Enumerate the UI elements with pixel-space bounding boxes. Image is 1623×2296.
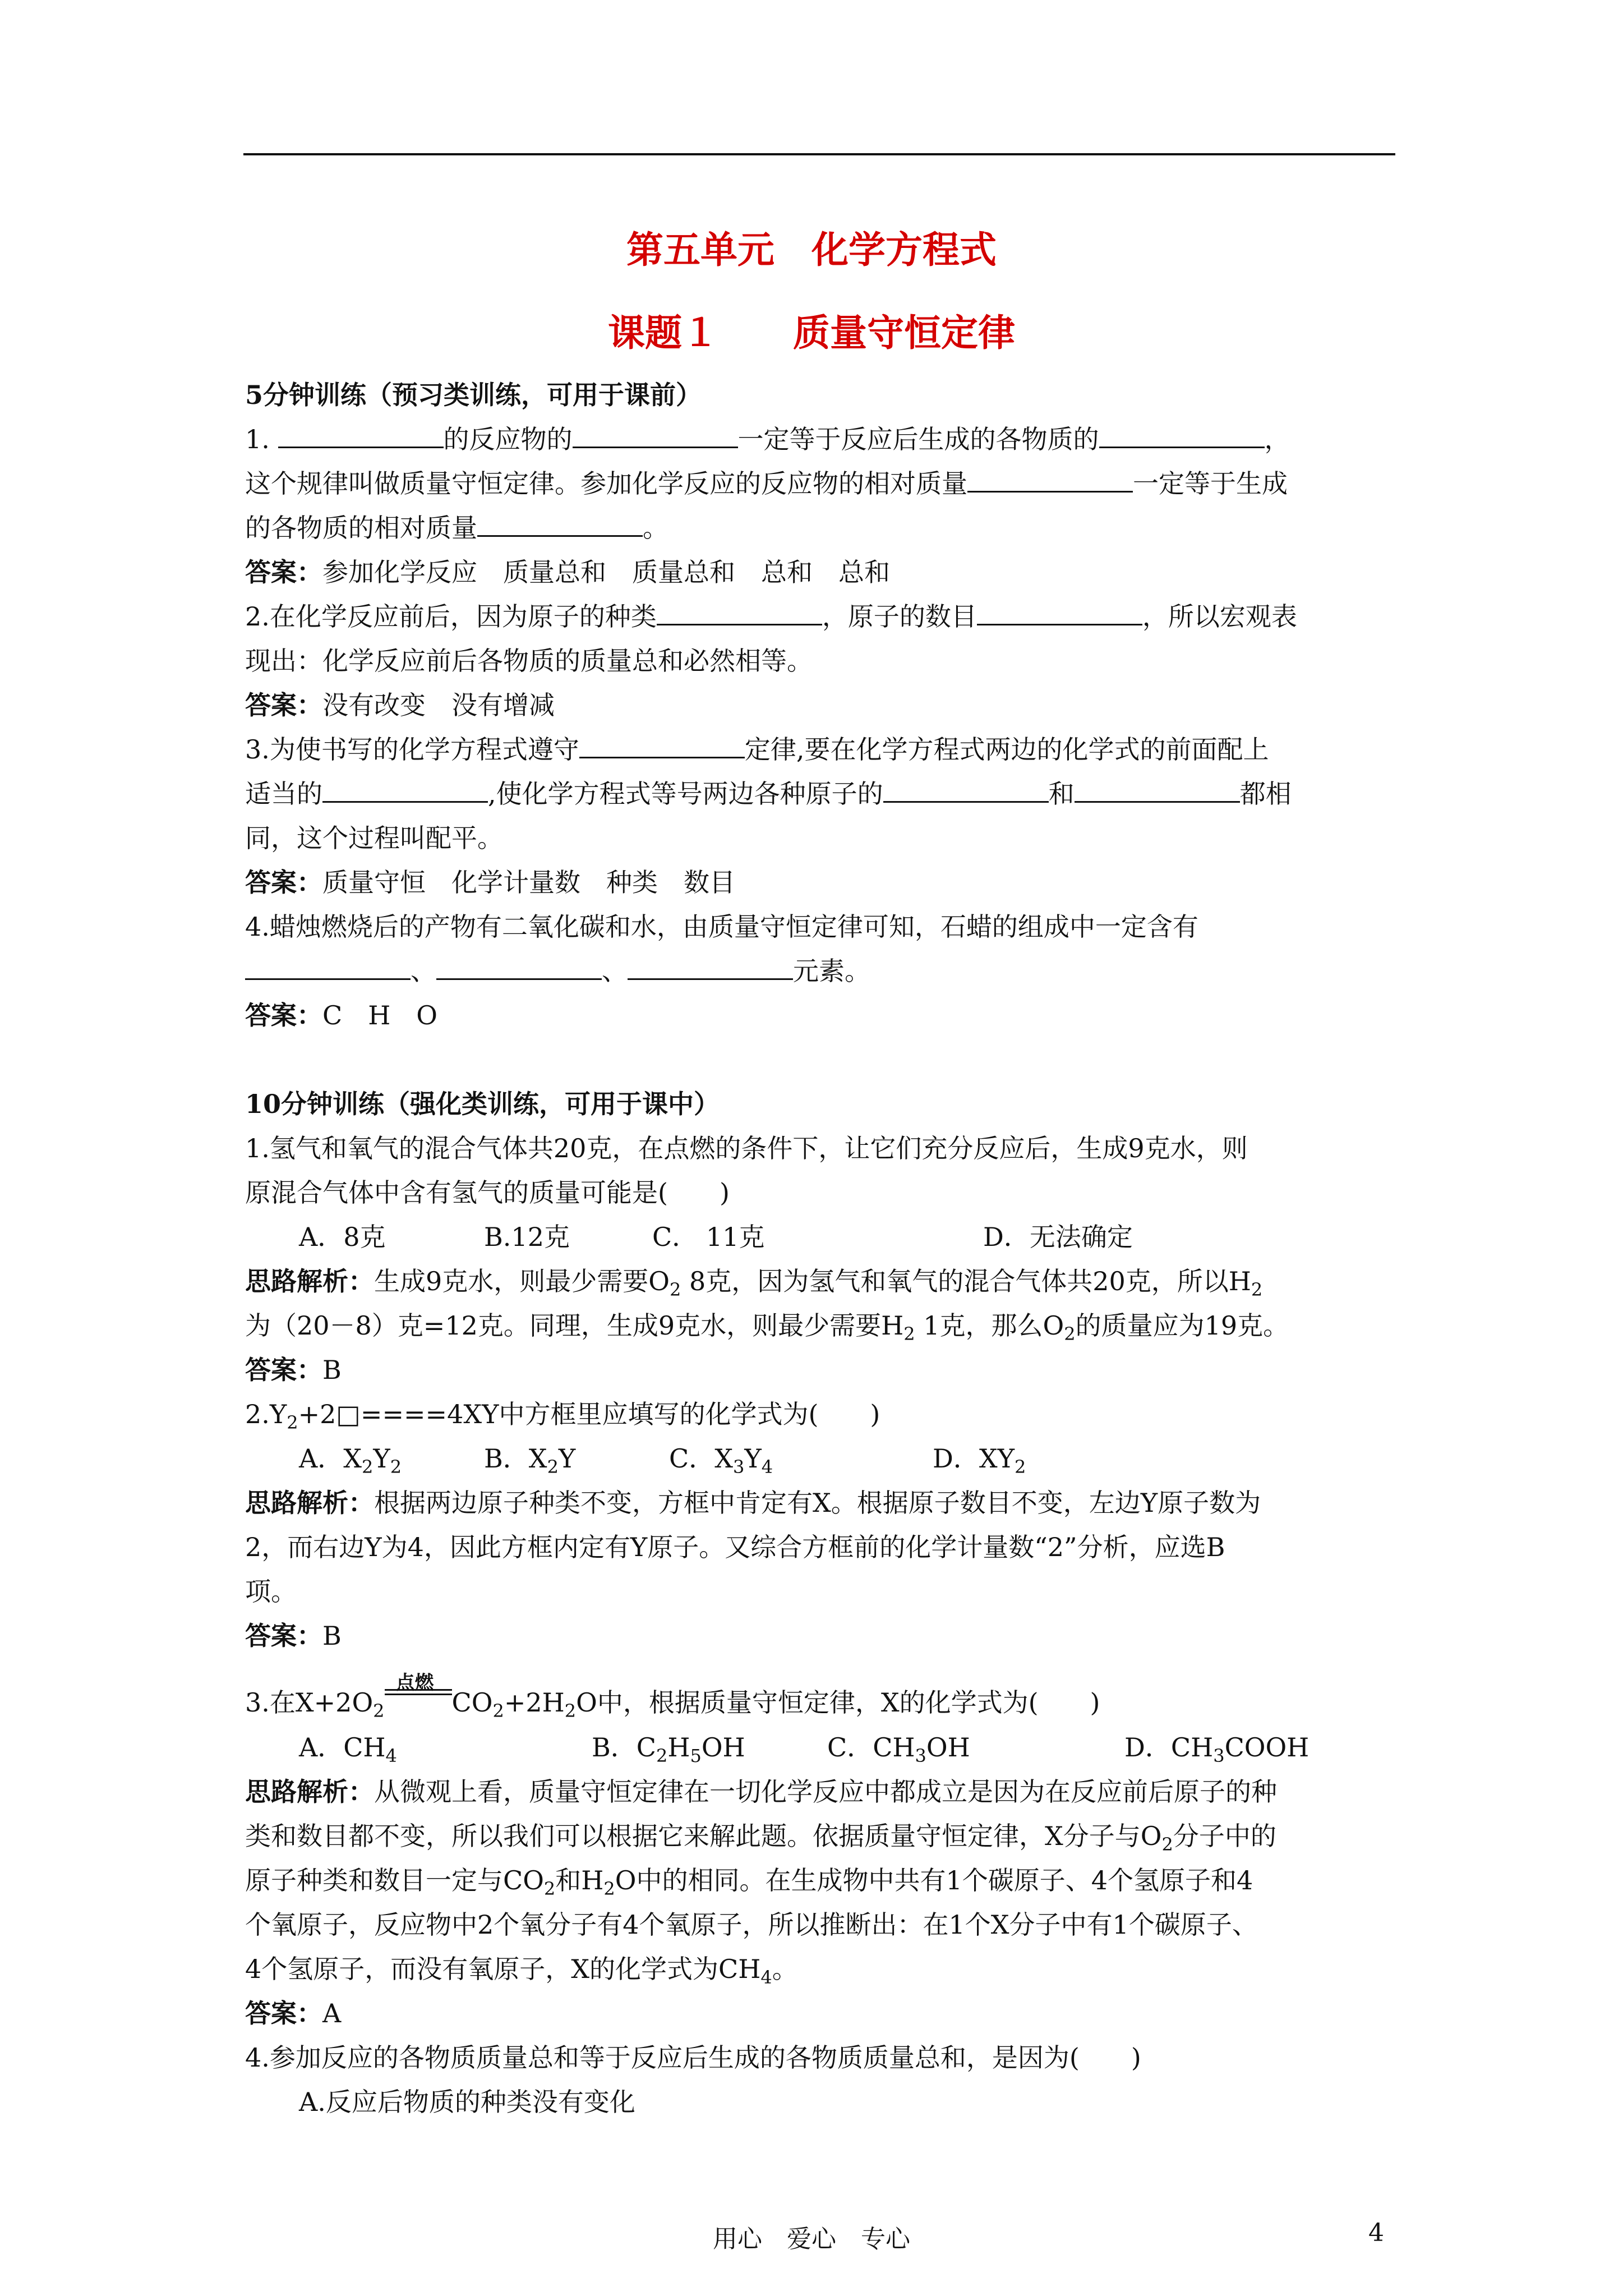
mc-question-1-options xyxy=(245,1215,1395,1259)
reaction-condition-arrow xyxy=(385,1672,452,1711)
answer-blank xyxy=(967,462,1133,493)
question-1-line-2: 这个规律叫做质量守恒定律。参加化学反应的反应物的相对质量 一定等于生成 xyxy=(245,462,1395,506)
section-spacer xyxy=(245,1038,1395,1082)
question-3-line-2: 适当的 ,使化学方程式等号两边各种原子的 和 都相 xyxy=(245,772,1395,816)
answer-blank xyxy=(883,772,1049,803)
answer-blank xyxy=(245,949,411,980)
answer-2: 答案：没有改变 没有增减 xyxy=(245,690,555,720)
question-2-line-1: 2.在化学反应前后，因为原子的种类 ，原子的数目 ，所以宏观表 xyxy=(245,595,1395,639)
question-2-line-2: 现出：化学反应前后各物质的质量总和必然相等。 xyxy=(245,646,813,676)
question-3-line-1: 3.为使书写的化学方程式遵守 定律,要在化学方程式两边的化学式的前面配上 xyxy=(245,728,1395,772)
mc-question-1-line-2: 原混合气体中含有氢气的质量可能是( ) xyxy=(245,1177,730,1208)
answer-blank xyxy=(579,728,745,758)
mc-question-4-option-a: A.反应后物质的种类没有变化 xyxy=(299,2087,635,2117)
explanation-3-line-2: 类和数目都不变，所以我们可以根据它来解此题。依据质量守恒定律，X分子与$O_2$分子中的 xyxy=(245,1821,1276,1856)
option-b: B．$C_2H_5OH$ xyxy=(592,1732,745,1767)
answer-3: 答案：质量守恒 化学计量数 种类 数目 xyxy=(245,867,735,898)
footer-slogan: 用心 爱心 专心 xyxy=(713,2225,910,2253)
explanation-3-line-1: 思路解析：从微观上看，质量守恒定律在一切化学反应中都成立是因为在反应前后原子的种 xyxy=(245,1777,1277,1807)
option-b: B.12克 xyxy=(484,1222,570,1252)
header-rule xyxy=(243,153,1395,155)
explanation-2-line-3: 项。 xyxy=(245,1576,297,1607)
question-3-line-3: 同，这个过程叫配平。 xyxy=(245,823,503,853)
answer-1: 答案：参加化学反应 质量总和 质量总和 总和 总和 xyxy=(245,557,890,587)
mc-question-2-options xyxy=(245,1437,1395,1481)
mc-question-4: 4.参加反应的各物质质量总和等于反应后生成的各物质质量总和，是因为( ) xyxy=(245,2042,1141,2073)
option-b: B．$X_2Y$ xyxy=(484,1443,576,1478)
exercise-content xyxy=(245,373,1395,2124)
reaction-condition: 点燃 xyxy=(395,1672,434,1694)
answer-blank xyxy=(628,949,793,980)
answer-4: 答案：C H O xyxy=(245,1000,438,1030)
mc-answer-3: 答案：A xyxy=(245,1998,342,2028)
answer-blank xyxy=(977,595,1142,625)
mc-question-3: 3.在$X+2O_2$ 点燃 $CO_2+2H_2O$中，根据质量守恒定律，X的化学式为( ) xyxy=(245,1658,1395,1726)
mc-question-1-line-1: 1.氢气和氧气的混合气体共20克，在点燃的条件下，让它们充分反应后，生成9克水，则 xyxy=(245,1133,1248,1163)
option-c: C．$X_3Y_4$ xyxy=(669,1443,773,1478)
explanation-2-line-2: 2，而右边Y为4，因此方框内定有Y原子。又综合方框前的化学计量数“2”分析，应选B xyxy=(245,1532,1225,1562)
section-heading-5min: 5分钟训练（预习类训练，可用于课前） xyxy=(245,380,702,410)
option-d: D．$XY_2$ xyxy=(933,1443,1026,1478)
explanation-1-line-1: 思路解析：生成9克水，则最少需要$O_2$ 8克，因为氢气和氧气的混合气体共20克，所以$H_2$ xyxy=(245,1266,1263,1301)
explanation-3-line-4: 个氧原子，反应物中2个氧分子有4个氧原子，所以推断出：在1个X分子中有1个碳原子、 xyxy=(245,1910,1258,1940)
explanation-3-line-5: 4个氢原子，而没有氧原子，X的化学式为$CH_4$。 xyxy=(245,1954,798,1989)
answer-blank xyxy=(278,417,444,448)
answer-blank xyxy=(657,595,822,625)
option-d: D．无法确定 xyxy=(983,1222,1133,1252)
explanation-3-line-3: 原子种类和数目一定与$CO_2$和$H_2O$中的相同。在生成物中共有1个碳原子、4个氢原子和4 xyxy=(245,1865,1253,1900)
explanation-2-line-1: 思路解析：根据两边原子种类不变，方框中肯定有X。根据原子数目不变，左边Y原子数为 xyxy=(245,1488,1261,1518)
page-number: 4 xyxy=(1368,2219,1384,2247)
question-4-line-1: 4.蜡烛燃烧后的产物有二氧化碳和水，由质量守恒定律可知，石蜡的组成中一定含有 xyxy=(245,912,1198,942)
option-a: A．$X_2Y_2$ xyxy=(299,1443,402,1478)
explanation-1-line-2: 为（20－8）克=12克。同理，生成9克水，则最少需要$H_2$ 1克，那么$O_2$的质量应为19克。 xyxy=(245,1310,1289,1345)
question-1-line-1: 1. 的反应物的 一定等于反应后生成的各物质的 ， xyxy=(245,417,1395,462)
answer-blank xyxy=(322,772,488,803)
mc-question-2: $2.Y_2+2□====4XY$中方框里应填写的化学式为( ) xyxy=(245,1399,880,1434)
question-4-line-2: 、 、 元素。 xyxy=(245,949,1395,993)
option-a: A．$CH_4$ xyxy=(299,1732,397,1767)
question-1-line-3: 的各物质的相对质量 。 xyxy=(245,506,1395,550)
answer-blank xyxy=(436,949,602,980)
section-heading-10min: 10分钟训练（强化类训练，可用于课中） xyxy=(245,1089,720,1119)
mc-answer-2: 答案：B xyxy=(245,1621,342,1651)
answer-blank xyxy=(573,417,738,448)
answer-blank xyxy=(1099,417,1265,448)
mc-answer-1: 答案：B xyxy=(245,1355,342,1385)
option-d: D．$CH_3COOH$ xyxy=(1124,1732,1310,1767)
option-c: C． 11克 xyxy=(652,1222,765,1252)
option-a: A．8克 xyxy=(299,1222,386,1252)
answer-blank xyxy=(1075,772,1240,803)
option-c: C．$CH_3OH$ xyxy=(827,1732,970,1767)
answer-blank xyxy=(477,506,643,537)
unit-title: 第五单元 化学方程式 xyxy=(626,228,997,272)
lesson-title: 课题１ 质量守恒定律 xyxy=(608,311,1015,355)
